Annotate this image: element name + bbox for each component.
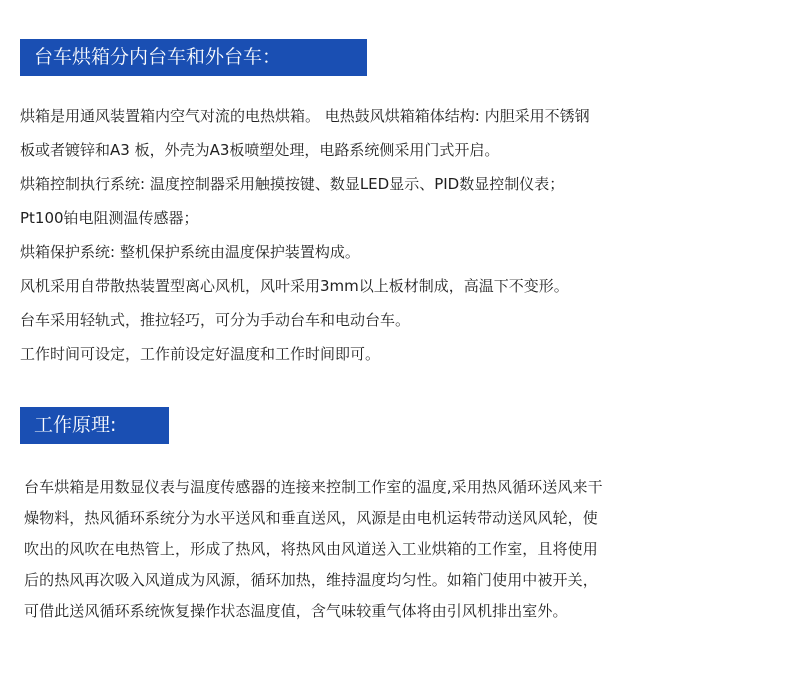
text-line: 台车烘箱是用数显仪表与温度传感器的连接来控制工作室的温度,采用热风循环送风来干 [24,478,603,496]
text-line: 燥物料，热风循环系统分为水平送风和垂直送风，风源是由电机运转带动送风风轮，使 [24,509,598,527]
section-title-trolley-oven-types: 台车烘箱分内台车和外台车： [20,39,367,76]
text-line: 板或者镀锌和A3 板，外壳为A3板喷塑处理，电路系统侧采用门式开启。 [20,141,500,159]
text-line: 后的热风再次吸入风道成为风源，循环加热，维持温度均匀性。如箱门使用中被开关， [24,571,598,589]
text-line: 烘箱控制执行系统: 温度控制器采用触摸按键、数显LED显示、PID数显控制仪表； [20,175,565,193]
text-line: Pt100铂电阻测温传感器； [20,209,199,227]
text-line: 风机采用自带散热装置型离心风机，风叶采用3mm以上板材制成，高温下不变形。 [20,277,569,295]
section-title-working-principle: 工作原理: [20,407,169,444]
text-line: 烘箱是用通风装置箱内空气对流的电热烘箱。 电热鼓风烘箱箱体结构: 内胆采用不锈钢 [20,107,590,125]
text-line: 吹出的风吹在电热管上，形成了热风，将热风由风道送入工业烘箱的工作室，且将使用 [24,540,598,558]
text-line: 台车采用轻轨式，推拉轻巧，可分为手动台车和电动台车。 [20,311,411,329]
text-line: 可借此送风循环系统恢复操作状态温度值，含气味较重气体将由引风机排出室外。 [24,602,568,620]
section-body-working-principle [24,472,754,627]
text-line: 工作时间可设定，工作前设定好温度和工作时间即可。 [20,345,381,363]
text-line: 烘箱保护系统: 整机保护系统由温度保护装置构成。 [20,243,360,261]
section-body-trolley-oven-description [20,99,780,371]
